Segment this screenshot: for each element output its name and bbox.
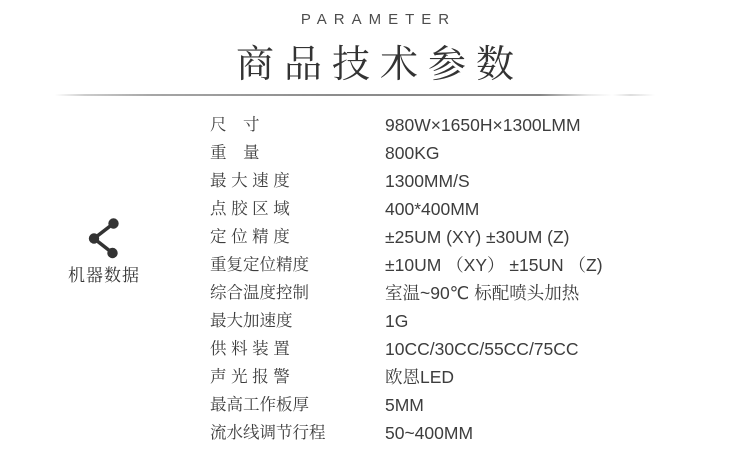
spec-label: 供 料 装 置 — [210, 340, 290, 358]
spec-label: 重 量 — [210, 144, 260, 162]
spec-value: 室温~90℃ 标配喷头加热 — [385, 283, 580, 303]
spec-row-conveyor-stroke — [210, 419, 690, 447]
section-eyebrow: PARAMETER — [300, 11, 457, 28]
spec-value: 1G — [385, 311, 409, 331]
spec-value: 欧恩LED — [385, 367, 455, 387]
spec-label: 定 位 精 度 — [210, 228, 290, 246]
spec-row-dispensing-area — [210, 195, 690, 223]
machine-data-block — [51, 217, 157, 286]
spec-label: 最大加速度 — [210, 312, 293, 330]
spec-row-positioning-accuracy — [210, 223, 690, 251]
spec-row-alarm — [210, 363, 690, 391]
spec-label: 流水线调节行程 — [210, 424, 326, 442]
spec-label: 最高工作板厚 — [210, 396, 309, 414]
spec-value: ±25UM (XY) ±30UM (Z) — [385, 227, 570, 247]
spec-label: 尺 寸 — [210, 116, 260, 134]
spec-value: ±10UM （XY） ±15UN （Z) — [385, 255, 603, 275]
header-divider — [55, 94, 661, 96]
spec-row-weight — [210, 139, 690, 167]
spec-value: 50~400MM — [385, 423, 474, 443]
spec-label: 综合温度控制 — [210, 284, 309, 302]
spec-row-temperature-control — [210, 279, 690, 307]
spec-value: 400*400MM — [385, 199, 480, 219]
spec-value: 10CC/30CC/55CC/75CC — [385, 339, 579, 359]
spec-row-max-acceleration — [210, 307, 690, 335]
spec-value: 5MM — [385, 395, 424, 415]
spec-label: 最 大 速 度 — [210, 172, 290, 190]
spec-row-max-speed — [210, 167, 690, 195]
spec-value: 800KG — [385, 143, 440, 163]
spec-table — [210, 111, 690, 447]
spec-value: 980W×1650H×1300LMM — [385, 115, 581, 135]
page-title: 商品技术参数 — [235, 44, 524, 86]
spec-row-max-board-thickness — [210, 391, 690, 419]
spec-row-feeding-device — [210, 335, 690, 363]
machine-data-label: 机器数据 — [68, 266, 140, 285]
share-icon — [88, 217, 120, 259]
spec-label: 点 胶 区 域 — [210, 200, 290, 218]
spec-label: 声 光 报 警 — [210, 368, 290, 386]
spec-value: 1300MM/S — [385, 171, 470, 191]
spec-label: 重复定位精度 — [210, 256, 309, 274]
spec-row-dimensions — [210, 111, 690, 139]
spec-row-repeat-accuracy — [210, 251, 690, 279]
